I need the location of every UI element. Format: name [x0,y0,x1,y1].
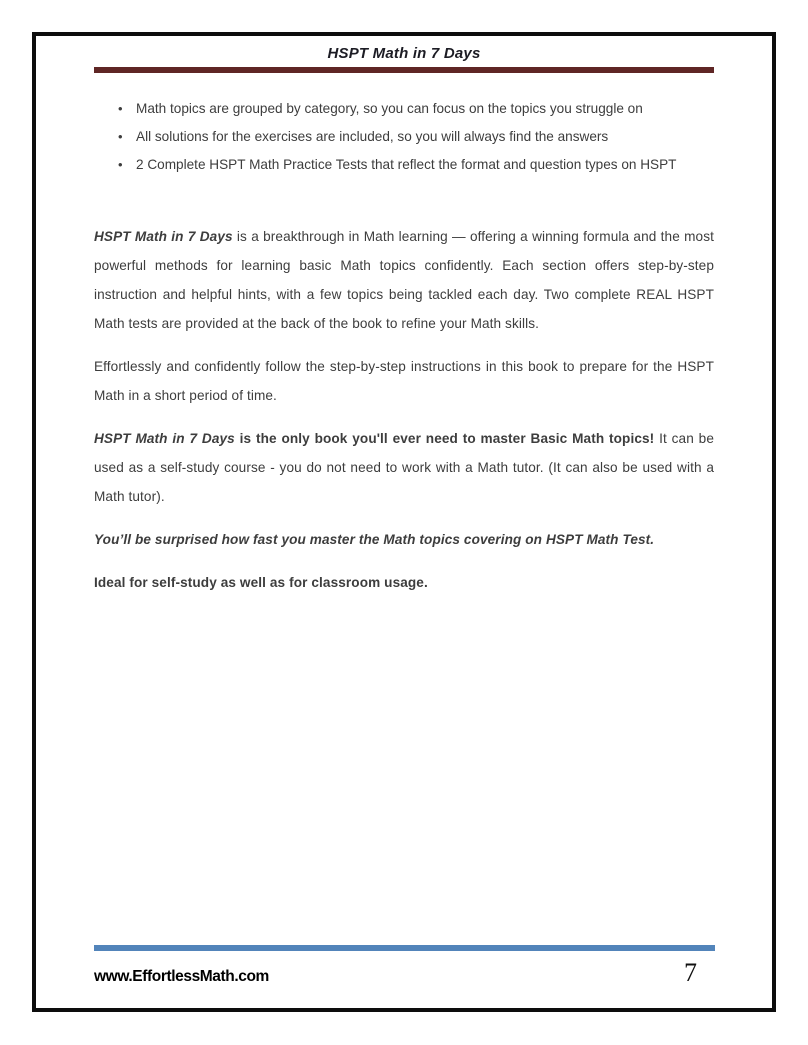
bullet-icon: • [118,157,123,172]
page-header-title: HSPT Math in 7 Days [327,45,481,62]
footer-rule [94,945,715,951]
page-footer [94,945,715,988]
bullet-text: 2 Complete HSPT Math Practice Tests that reflect the format and question types on HSPT [136,157,677,172]
bullet-icon: • [118,129,123,144]
list-item [94,95,714,123]
bullet-icon: • [118,101,123,116]
footer-website-text: www.EffortlessMath.com [94,968,269,985]
book-title-inline: HSPT Math in 7 Days [94,431,235,446]
paragraph-text: is a breakthrough in Math learning — offering a winning formula and the most powerful methods for learning basic Math topics confidently. Each section offers step-by-step instruction and helpful hints, with a few topics being tackled each day. Two complete REAL HSPT Math tests are provided at the back of the book to refine your Math skills. [94,229,714,331]
paragraph-bold-text: is the only book you'll ever need to master Basic Math topics! [234,431,655,446]
page-number: 7 [684,958,697,987]
paragraph-only-book [94,424,714,511]
bullet-text: All solutions for the exercises are included, so you will always find the answers [136,129,609,144]
feature-bullet-list [94,95,714,179]
paragraph-follow-steps: Effortlessly and confidently follow the step-by-step instructions in this book to prepare for the HSPT Math in a short period of time. [94,359,714,403]
paragraph-intro [94,222,714,338]
paragraph-surprised: You’ll be surprised how fast you master the Math topics covering on HSPT Math Test. [94,532,655,547]
footer-row [94,958,715,988]
header-rule [94,67,714,73]
list-item [94,123,714,151]
book-title-inline: HSPT Math in 7 Days [94,229,233,244]
page-border-frame [32,32,776,1012]
paragraph-text: It can be used as a self-study course - you do not need to work with a Math tutor. (It can also be used with a Math tutor). [94,431,714,504]
list-item [94,151,714,179]
page-content [94,36,714,597]
bullet-text: Math topics are grouped by category, so you can focus on the topics you struggle on [136,101,643,116]
paragraph-ideal: Ideal for self-study as well as for classroom usage. [94,575,428,590]
